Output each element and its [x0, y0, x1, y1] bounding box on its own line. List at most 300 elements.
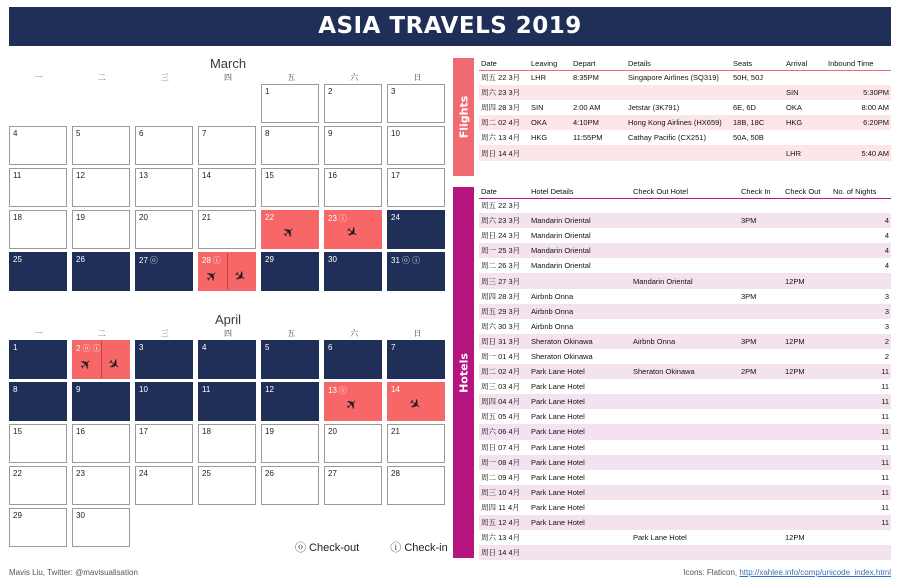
table-cell: Park Lane Hotel	[529, 455, 631, 470]
table-cell	[529, 198, 631, 213]
table-cell: 11	[831, 364, 891, 379]
day-number: 3	[139, 343, 144, 352]
column-header: Check Out Hotel	[631, 185, 739, 198]
table-cell	[783, 500, 831, 515]
day-number: 6	[328, 343, 333, 352]
calendar-day[interactable]	[135, 210, 193, 249]
day-number: 10	[391, 129, 400, 138]
table-cell	[739, 515, 783, 530]
table-cell: 周四 11 4月	[481, 502, 520, 512]
calendar-day[interactable]	[198, 382, 256, 421]
day-number: 12	[76, 171, 85, 180]
table-cell: Park Lane Hotel	[531, 502, 585, 512]
calendar-day[interactable]	[72, 168, 130, 207]
checkin-checkout-mark: ⓘ	[338, 214, 347, 223]
table-cell	[631, 409, 739, 424]
calendar-day[interactable]	[9, 126, 67, 165]
calendar-day[interactable]	[261, 168, 319, 207]
calendar-day[interactable]	[198, 340, 256, 379]
day-number: 15	[13, 427, 22, 436]
table-row	[479, 470, 891, 485]
table-cell	[783, 545, 831, 560]
table-cell	[783, 424, 831, 439]
calendar-grid	[9, 84, 447, 291]
table-row	[479, 198, 891, 213]
table-cell: Hong Kong Airlines (HX659)	[626, 115, 731, 130]
day-number: 13	[328, 386, 337, 395]
calendar-day[interactable]	[9, 168, 67, 207]
table-row	[479, 409, 891, 424]
weekday-label: 一	[34, 329, 43, 338]
table-cell	[626, 145, 731, 160]
table-cell	[783, 319, 831, 334]
table-row	[479, 364, 891, 379]
calendar-day[interactable]	[387, 340, 445, 379]
table-cell	[731, 85, 784, 100]
table-cell	[631, 455, 739, 470]
table-row	[479, 289, 891, 304]
calendar-day[interactable]	[261, 252, 319, 291]
table-cell: 周日 24 3月	[481, 231, 521, 241]
day-number: 18	[13, 213, 22, 222]
day-number: 31	[391, 256, 400, 265]
table-cell: 4	[884, 231, 889, 241]
day-number: 15	[265, 171, 274, 180]
author-credit: Mavis Liu, Twitter: @mavisualisation	[9, 568, 138, 577]
day-number: 8	[13, 385, 18, 394]
calendar-blank	[135, 84, 193, 123]
calendar-day[interactable]	[9, 252, 67, 291]
table-cell: 4	[831, 213, 891, 228]
table-cell: 周四 04 4月	[479, 394, 529, 409]
table-cell: 11	[831, 515, 891, 530]
table-cell	[784, 130, 826, 145]
table-cell: Park Lane Hotel	[633, 533, 687, 543]
table-row	[479, 258, 891, 273]
day-number: 20	[328, 427, 337, 436]
table-cell: 12PM	[783, 334, 831, 349]
table-cell	[783, 409, 831, 424]
calendar-day[interactable]	[135, 340, 193, 379]
day-number: 28	[202, 256, 211, 265]
table-row	[479, 515, 891, 530]
table-cell: 50A, 50B	[733, 133, 764, 143]
table-cell: 12PM	[783, 273, 831, 288]
day-number: 4	[202, 343, 207, 352]
table-cell	[783, 349, 831, 364]
calendar-day[interactable]	[72, 210, 130, 249]
column-header: Seats	[731, 57, 784, 70]
table-cell	[783, 198, 831, 213]
table-cell: 2	[831, 334, 891, 349]
weekday-header	[9, 72, 447, 84]
table-cell: 12PM	[783, 364, 831, 379]
day-number: 24	[139, 469, 148, 478]
calendar-day[interactable]	[324, 382, 382, 421]
calendar-grid	[9, 340, 447, 547]
table-cell: Park Lane Hotel	[529, 364, 631, 379]
table-cell	[783, 455, 831, 470]
cell-divider	[227, 253, 228, 290]
calendar-day[interactable]	[387, 84, 445, 123]
table-cell: 4	[884, 261, 889, 271]
calendar-blank	[9, 84, 67, 123]
day-number: 1	[13, 343, 18, 352]
cell-divider	[101, 341, 102, 378]
table-cell: Park Lane Hotel	[529, 485, 631, 500]
table-cell	[631, 515, 739, 530]
table-cell	[783, 470, 831, 485]
table-cell	[826, 70, 891, 85]
day-number: 26	[265, 469, 274, 478]
calendar-day[interactable]	[135, 168, 193, 207]
table-cell: Park Lane Hotel	[531, 382, 585, 392]
calendar-day[interactable]	[324, 168, 382, 207]
table-cell: 周六 13 4月	[481, 133, 521, 143]
table-cell	[631, 545, 739, 560]
table-cell	[631, 213, 739, 228]
calendar-day[interactable]	[261, 340, 319, 379]
day-number: 25	[202, 469, 211, 478]
table-cell	[631, 379, 739, 394]
table-cell: 11	[831, 424, 891, 439]
table-cell	[739, 530, 783, 545]
day-number: 28	[391, 469, 400, 478]
table-cell: 周日 07 4月	[481, 442, 521, 452]
day-number: 19	[265, 427, 274, 436]
table-cell: 周一 08 4月	[479, 455, 529, 470]
day-number: 17	[391, 171, 400, 180]
day-number: 11	[13, 171, 22, 180]
weekday-label: 一	[34, 73, 43, 82]
calendar-day[interactable]	[261, 84, 319, 123]
calendar-day[interactable]	[135, 466, 193, 505]
table-cell: Park Lane Hotel	[531, 412, 585, 422]
calendar-day[interactable]	[261, 210, 319, 249]
table-cell: 周六 23 3月	[479, 85, 529, 100]
table-cell: Mandarin Oriental	[531, 261, 591, 271]
table-row	[479, 319, 891, 334]
table-cell: Park Lane Hotel	[531, 472, 585, 482]
day-number: 1	[265, 87, 270, 96]
calendar-day[interactable]	[198, 126, 256, 165]
table-cell: Park Lane Hotel	[531, 442, 585, 452]
weekday-label: 五	[287, 73, 296, 82]
table-cell: Mandarin Oriental	[531, 231, 591, 241]
table-row	[479, 85, 891, 100]
calendar-blank	[198, 84, 256, 123]
legend-checkin: ⓘ Check-in	[390, 542, 448, 554]
table-cell: 周二 09 4月	[481, 472, 521, 482]
day-number: 11	[202, 385, 211, 394]
table-cell	[783, 213, 831, 228]
table-cell: 3PM	[739, 213, 783, 228]
calendar-day[interactable]	[324, 466, 382, 505]
day-number: 16	[76, 427, 85, 436]
day-number: 2	[328, 87, 333, 96]
calendar-day[interactable]	[72, 382, 130, 421]
calendar-day[interactable]	[387, 168, 445, 207]
calendar-day[interactable]	[387, 424, 445, 463]
table-cell	[631, 394, 739, 409]
table-cell: 周六 13 4月	[481, 533, 521, 543]
table-cell	[783, 243, 831, 258]
column-header: Date	[479, 57, 529, 70]
table-cell: 周日 31 3月	[479, 334, 529, 349]
weekday-label: 五	[287, 329, 296, 338]
calendar-day[interactable]	[72, 340, 130, 379]
calendar-day[interactable]	[387, 210, 445, 249]
table-cell	[831, 198, 891, 213]
calendar-day[interactable]	[324, 340, 382, 379]
table-cell	[739, 198, 783, 213]
hotels-table	[479, 185, 891, 560]
calendar-day[interactable]	[135, 382, 193, 421]
table-cell: 周六 30 3月	[481, 321, 521, 331]
table-cell: Jetstar (3K791)	[628, 103, 680, 113]
day-number: 17	[139, 427, 148, 436]
table-cell: OKA	[786, 103, 802, 113]
flights-tab-label: Flights	[457, 95, 470, 139]
table-cell	[783, 485, 831, 500]
calendar-day[interactable]	[72, 466, 130, 505]
day-number: 7	[202, 129, 207, 138]
day-number: 27	[139, 256, 148, 265]
table-row	[479, 394, 891, 409]
table-cell	[739, 394, 783, 409]
day-number: 9	[76, 385, 81, 394]
table-cell: 周五 29 3月	[479, 304, 529, 319]
day-number: 20	[139, 213, 148, 222]
weekday-label: 日	[413, 329, 422, 338]
table-row	[479, 130, 891, 145]
table-cell	[826, 130, 891, 145]
calendar-day[interactable]	[72, 126, 130, 165]
table-cell	[739, 243, 783, 258]
table-row	[479, 228, 891, 243]
day-number: 14	[391, 385, 400, 394]
table-cell	[831, 530, 891, 545]
calendar-day[interactable]	[198, 252, 256, 291]
calendar-day[interactable]	[9, 424, 67, 463]
calendar-day[interactable]	[324, 126, 382, 165]
calendar-day[interactable]	[72, 508, 130, 547]
table-row	[479, 424, 891, 439]
table-cell: Mandarin Oriental	[529, 213, 631, 228]
table-cell	[631, 319, 739, 334]
table-cell	[631, 485, 739, 500]
table-cell	[739, 485, 783, 500]
table-cell	[783, 258, 831, 273]
icon-credit-prefix: Icons: Flaticon,	[683, 568, 740, 577]
calendar-day[interactable]	[135, 424, 193, 463]
calendar-day[interactable]	[261, 382, 319, 421]
table-cell: Park Lane Hotel	[529, 515, 631, 530]
table-cell	[631, 424, 739, 439]
table-cell: 周日 14 4月	[479, 545, 529, 560]
table-cell	[783, 289, 831, 304]
calendar-day[interactable]	[135, 252, 193, 291]
table-cell	[631, 349, 739, 364]
icon-credit-link[interactable]: http://xahlee.info/comp/unicode_index.html	[739, 568, 891, 577]
page-title: ASIA TRAVELS 2019	[9, 7, 891, 46]
table-cell: 周三 03 4月	[481, 382, 521, 392]
weekday-label: 日	[413, 73, 422, 82]
table-cell: 11	[881, 442, 889, 452]
calendar-day[interactable]	[387, 466, 445, 505]
calendar-day[interactable]	[9, 340, 67, 379]
airplane-icon: ✈	[278, 222, 299, 243]
calendar-day[interactable]	[72, 252, 130, 291]
legend-checkout: ⓞ Check-out	[295, 542, 360, 554]
table-cell	[631, 500, 739, 515]
table-cell	[631, 470, 739, 485]
table-cell: 周六 23 3月	[479, 213, 529, 228]
calendar-day[interactable]	[198, 466, 256, 505]
legend	[295, 539, 476, 555]
table-row	[479, 100, 891, 115]
weekday-label: 四	[223, 73, 232, 82]
table-cell: 8:00 AM	[861, 103, 889, 113]
day-number: 9	[328, 129, 333, 138]
day-number: 2	[76, 344, 81, 353]
day-number: 18	[202, 427, 211, 436]
day-number: 24	[391, 213, 400, 222]
table-cell	[739, 500, 783, 515]
table-cell: 5:30PM	[826, 85, 891, 100]
day-number: 23	[328, 214, 337, 223]
table-row	[479, 530, 891, 545]
table-cell: Park Lane Hotel	[529, 424, 631, 439]
table-cell: 周一 25 3月	[479, 243, 529, 258]
calendar-day[interactable]	[387, 382, 445, 421]
table-cell: 2PM	[739, 364, 783, 379]
table-cell	[571, 85, 626, 100]
checkin-checkout-mark: ⓞ ⓘ	[401, 256, 421, 265]
table-cell	[739, 228, 783, 243]
table-cell: 18B, 18C	[731, 115, 784, 130]
table-cell: 周五 22 3月	[481, 73, 521, 83]
table-row	[479, 440, 891, 455]
day-number: 14	[202, 171, 211, 180]
day-number: 5	[76, 129, 81, 138]
table-cell: Airbnb Onna	[631, 334, 739, 349]
calendar-day[interactable]	[324, 84, 382, 123]
column-header: Date	[479, 185, 529, 198]
weekday-header	[9, 328, 447, 340]
table-cell	[571, 145, 626, 160]
table-cell: SIN	[784, 85, 826, 100]
calendar-day[interactable]	[261, 466, 319, 505]
table-cell: 3	[884, 291, 889, 301]
table-row	[479, 243, 891, 258]
table-cell	[739, 470, 783, 485]
day-number: 30	[328, 255, 337, 264]
table-cell	[739, 424, 783, 439]
table-cell: 12PM	[785, 533, 805, 543]
calendar-day[interactable]	[387, 252, 445, 291]
table-cell	[631, 228, 739, 243]
table-cell	[739, 545, 783, 560]
day-number: 22	[13, 469, 22, 478]
calendar-day[interactable]	[261, 424, 319, 463]
month-title: April	[214, 312, 241, 327]
table-cell: 3PM	[739, 334, 783, 349]
table-cell: 周二 02 4月	[479, 115, 529, 130]
table-cell	[783, 304, 831, 319]
day-number: 30	[76, 511, 85, 520]
calendar-day[interactable]	[387, 126, 445, 165]
calendar-day[interactable]	[9, 210, 67, 249]
weekday-label: 三	[160, 329, 169, 338]
calendar-day[interactable]	[9, 508, 67, 547]
day-number: 4	[13, 129, 18, 138]
airplane-icon: ✈	[342, 222, 362, 243]
calendar-day[interactable]	[135, 126, 193, 165]
table-cell: Park Lane Hotel	[529, 394, 631, 409]
table-cell	[631, 198, 739, 213]
table-cell: 8:35PM	[573, 73, 599, 83]
table-cell: HKG	[784, 115, 826, 130]
weekday-label: 二	[97, 329, 106, 338]
table-cell: 周五 22 3月	[481, 201, 521, 211]
table-row	[479, 70, 891, 85]
table-cell: HKG	[531, 133, 548, 143]
calendar-day[interactable]	[198, 424, 256, 463]
checkin-checkout-mark: ⓘ	[212, 256, 221, 265]
table-cell	[739, 379, 783, 394]
table-cell: 11	[881, 502, 889, 512]
calendar-day[interactable]	[72, 424, 130, 463]
table-cell: 11	[831, 455, 891, 470]
table-cell	[783, 379, 831, 394]
table-cell: 3	[884, 321, 889, 331]
table-cell: 2	[884, 351, 889, 361]
day-number: 7	[391, 343, 396, 352]
column-header: Inbound Time	[826, 57, 891, 70]
hotels-tab	[453, 187, 474, 558]
calendar-day[interactable]	[324, 424, 382, 463]
table-cell: 周二 26 3月	[481, 261, 521, 271]
calendar-day[interactable]	[9, 466, 67, 505]
calendar-day[interactable]	[261, 126, 319, 165]
month-title: March	[209, 56, 247, 71]
table-cell: 11	[881, 412, 889, 422]
calendar-day[interactable]	[9, 382, 67, 421]
table-cell: 周二 02 4月	[479, 364, 529, 379]
column-header: Check In	[739, 185, 783, 198]
calendar-day[interactable]	[324, 252, 382, 291]
day-number: 26	[76, 255, 85, 264]
table-cell	[739, 349, 783, 364]
table-cell: 3PM	[741, 291, 757, 301]
day-number: 19	[76, 213, 85, 222]
table-cell: 6:20PM	[826, 115, 891, 130]
table-cell: 周三 27 3月	[479, 273, 529, 288]
table-cell: 周五 12 4月	[479, 515, 529, 530]
table-cell	[783, 440, 831, 455]
airplane-icon: ✈	[341, 394, 362, 415]
table-cell: LHR	[531, 73, 547, 83]
calendar-day[interactable]	[198, 168, 256, 207]
table-cell: Sheraton Okinawa	[631, 364, 739, 379]
column-header: Details	[626, 57, 731, 70]
table-cell: 周四 28 3月	[481, 103, 521, 113]
calendar-day[interactable]	[198, 210, 256, 249]
table-cell	[783, 228, 831, 243]
table-cell: Sheraton Okinawa	[531, 351, 593, 361]
calendar-day[interactable]	[324, 210, 382, 249]
